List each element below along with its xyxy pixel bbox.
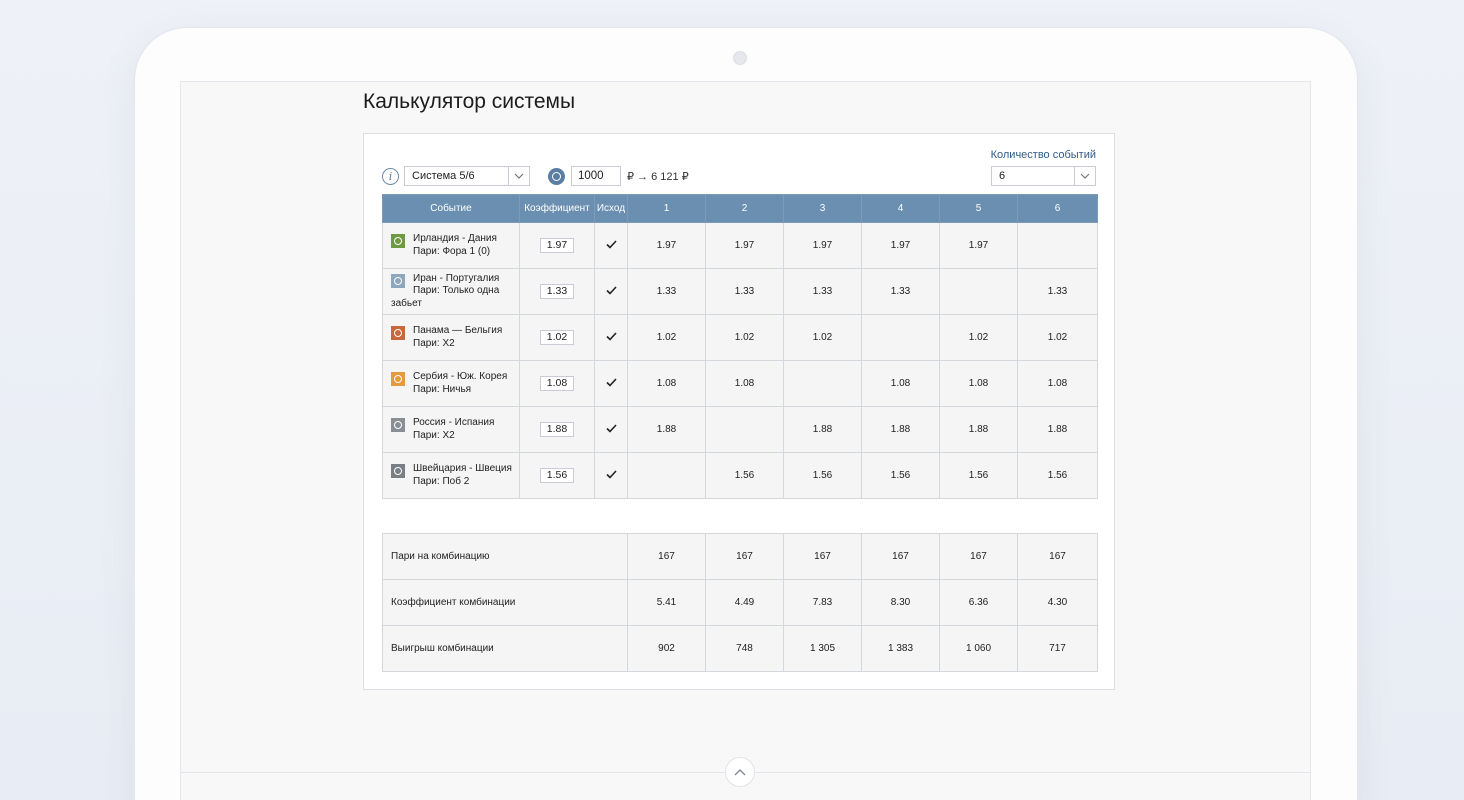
summary-value: 167	[706, 534, 784, 580]
calculator-panel	[363, 133, 1115, 690]
summary-value: 1 060	[940, 626, 1018, 672]
combo-cell: 1.08	[862, 361, 940, 407]
combo-cell: 1.56	[1018, 453, 1098, 499]
events-count-value: 6	[999, 170, 1006, 182]
event-title: Иран - Португалия	[413, 272, 500, 284]
combo-cell: 1.97	[940, 223, 1018, 269]
combo-cell	[1018, 223, 1098, 269]
event-bet: Пари: Фора 1 (0)	[413, 245, 491, 257]
event-cell	[383, 315, 520, 361]
camera-dot	[733, 51, 747, 65]
payout-text: ₽ → 6 121 ₽	[627, 170, 689, 183]
summary-row	[383, 580, 1098, 626]
combo-cell: 1.88	[784, 407, 862, 453]
checkmark-icon[interactable]	[606, 470, 617, 479]
checkmark-icon[interactable]	[606, 378, 617, 387]
system-select[interactable]	[404, 166, 530, 186]
outcome-cell[interactable]	[595, 223, 628, 269]
header-col-5: 5	[940, 195, 1018, 223]
checkmark-icon[interactable]	[606, 332, 617, 341]
summary-value: 1 305	[784, 626, 862, 672]
outcome-cell[interactable]	[595, 407, 628, 453]
table-row	[383, 407, 1098, 453]
coef-cell	[520, 361, 595, 407]
summary-value: 1 383	[862, 626, 940, 672]
combo-cell: 1.02	[784, 315, 862, 361]
outcome-cell[interactable]	[595, 453, 628, 499]
summary-value: 717	[1018, 626, 1098, 672]
chevron-down-icon	[508, 167, 529, 185]
header-col-6: 6	[1018, 195, 1098, 223]
table-header-row	[383, 195, 1098, 223]
event-bet: Пари: Х2	[413, 337, 455, 349]
soccer-ball-icon	[391, 234, 405, 248]
summary-value: 4.30	[1018, 580, 1098, 626]
header-outcome: Исход	[595, 195, 628, 223]
coef-input[interactable]: 1.56	[540, 468, 574, 483]
combo-cell: 1.56	[784, 453, 862, 499]
checkmark-icon[interactable]	[606, 286, 617, 295]
summary-value: 167	[940, 534, 1018, 580]
combo-cell	[862, 315, 940, 361]
combo-cell	[940, 269, 1018, 315]
combo-cell: 1.56	[862, 453, 940, 499]
event-bet: Пари: Поб 2	[413, 475, 470, 487]
summary-value: 167	[862, 534, 940, 580]
combo-cell: 1.97	[862, 223, 940, 269]
event-cell	[383, 453, 520, 499]
event-cell	[383, 407, 520, 453]
combo-cell: 1.88	[628, 407, 706, 453]
summary-value: 167	[628, 534, 706, 580]
combo-cell	[706, 407, 784, 453]
event-bet: Пари: Х2	[413, 429, 455, 441]
summary-label: Выигрыш комбинации	[383, 626, 628, 672]
summary-value: 5.41	[628, 580, 706, 626]
info-icon[interactable]: i	[382, 168, 399, 185]
table-row	[383, 269, 1098, 315]
scroll-up-button[interactable]	[725, 757, 755, 787]
coef-cell	[520, 407, 595, 453]
summary-table	[382, 533, 1098, 672]
combo-cell: 1.02	[706, 315, 784, 361]
combo-cell: 1.56	[940, 453, 1018, 499]
combo-cell: 1.33	[784, 269, 862, 315]
chevron-down-icon	[1074, 167, 1095, 185]
page-title: Калькулятор системы	[363, 90, 576, 113]
event-title: Панама — Бельгия	[413, 325, 503, 336]
summary-row	[383, 626, 1098, 672]
events-table	[382, 194, 1098, 499]
combo-cell: 1.02	[628, 315, 706, 361]
event-cell	[383, 269, 520, 315]
summary-value: 7.83	[784, 580, 862, 626]
summary-value: 902	[628, 626, 706, 672]
summary-label: Коэффициент комбинации	[383, 580, 628, 626]
football-icon	[391, 464, 405, 478]
summary-value: 4.49	[706, 580, 784, 626]
combo-cell: 1.08	[940, 361, 1018, 407]
table-row	[383, 361, 1098, 407]
summary-value: 167	[1018, 534, 1098, 580]
event-bet: Пари: Ничья	[413, 383, 472, 395]
combo-cell: 1.33	[706, 269, 784, 315]
header-col-3: 3	[784, 195, 862, 223]
event-title: Россия - Испания	[413, 417, 495, 428]
summary-value: 167	[784, 534, 862, 580]
coef-cell	[520, 223, 595, 269]
system-select-value: Система 5/6	[412, 170, 475, 182]
combo-cell: 1.88	[862, 407, 940, 453]
combo-cell: 1.02	[1018, 315, 1098, 361]
header-coef: Коэффициент	[520, 195, 595, 223]
coin-icon	[548, 168, 565, 185]
chevron-up-icon	[734, 768, 746, 776]
outcome-cell[interactable]	[595, 269, 628, 315]
combo-cell: 1.08	[1018, 361, 1098, 407]
coef-cell	[520, 315, 595, 361]
event-title: Сербия - Юж. Корея	[413, 371, 508, 382]
event-bet: Пари: Только одна забьет	[391, 285, 500, 309]
volleyball-icon	[391, 372, 405, 386]
combo-cell: 1.97	[784, 223, 862, 269]
header-col-1: 1	[628, 195, 706, 223]
coef-cell	[520, 269, 595, 315]
coef-input[interactable]: 1.02	[540, 330, 574, 345]
table-row	[383, 315, 1098, 361]
header-col-4: 4	[862, 195, 940, 223]
coef-input[interactable]: 1.88	[540, 422, 574, 437]
combo-cell: 1.02	[940, 315, 1018, 361]
combo-cell: 1.08	[706, 361, 784, 407]
rugby-ball-icon	[391, 274, 405, 288]
checkmark-icon[interactable]	[606, 424, 617, 433]
combo-cell	[628, 453, 706, 499]
event-title: Ирландия - Дания	[413, 233, 497, 244]
combo-cell: 1.97	[628, 223, 706, 269]
event-cell	[383, 223, 520, 269]
summary-row	[383, 534, 1098, 580]
table-row	[383, 453, 1098, 499]
header-col-2: 2	[706, 195, 784, 223]
combo-cell: 1.33	[862, 269, 940, 315]
combo-cell: 1.56	[706, 453, 784, 499]
combo-cell	[784, 361, 862, 407]
combo-cell: 1.97	[706, 223, 784, 269]
hockey-stick-icon	[391, 418, 405, 432]
stake-input[interactable]: 1000	[571, 166, 621, 186]
header-event: Событие	[383, 195, 520, 223]
combo-cell: 1.88	[1018, 407, 1098, 453]
basketball-icon	[391, 326, 405, 340]
combo-cell: 1.88	[940, 407, 1018, 453]
summary-label: Пари на комбинацию	[383, 534, 628, 580]
summary-value: 6.36	[940, 580, 1018, 626]
coef-input[interactable]: 1.33	[540, 284, 574, 299]
combo-cell: 1.33	[628, 269, 706, 315]
summary-value: 748	[706, 626, 784, 672]
summary-value: 8.30	[862, 580, 940, 626]
outcome-cell[interactable]	[595, 361, 628, 407]
combo-cell: 1.08	[628, 361, 706, 407]
coef-input[interactable]: 1.08	[540, 376, 574, 391]
event-title: Швейцария - Швеция	[413, 463, 512, 474]
events-count-label: Количество событий	[990, 149, 1096, 161]
checkmark-icon[interactable]	[606, 240, 617, 249]
event-cell	[383, 361, 520, 407]
events-count-select[interactable]	[991, 166, 1096, 186]
coef-cell	[520, 453, 595, 499]
combo-cell: 1.33	[1018, 269, 1098, 315]
outcome-cell[interactable]	[595, 315, 628, 361]
toolbar	[382, 166, 689, 186]
coef-input[interactable]: 1.97	[540, 238, 574, 253]
table-row	[383, 223, 1098, 269]
